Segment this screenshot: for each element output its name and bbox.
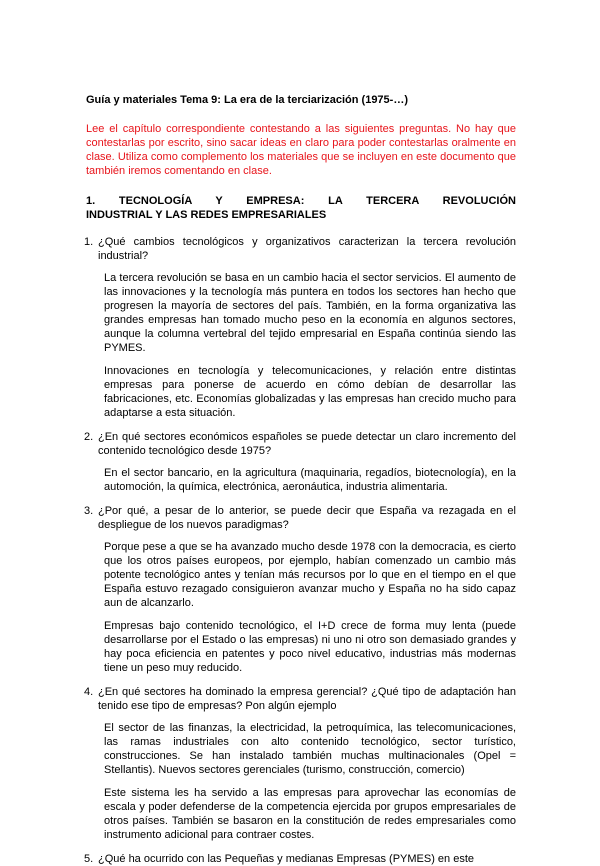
question-list bbox=[84, 235, 516, 866]
question-item bbox=[84, 685, 516, 713]
answer-paragraph: Empresas bajo contenido tecnológico, el I+D crece de forma muy lenta (puede desarrollarse por el Estado o las empresas) ni uno ni otro son demasiado grandes y hay poca eficiencia en patentes y poco nivel educativo, industrias más modernas tiene un peso muy reducido. bbox=[104, 620, 516, 674]
question-number: 5. bbox=[84, 853, 94, 865]
question-item bbox=[84, 235, 516, 263]
answer-paragraph: Porque pese a que se ha avanzado mucho desde 1978 con la democracia, es cierto que los otros países europeos, por ejemplo, habían comenzado un cambio más potente tecnológico antes y tenían más recursos por lo que en el tiempo en el que España estuvo rezagado consiguieron avanzar mucho y España no ha sido capaz aun de alcanzarlo. bbox=[104, 541, 516, 609]
question-item bbox=[84, 852, 516, 866]
question-number: 3. bbox=[84, 505, 94, 517]
section-heading-line-1: 1. TECNOLOGÍA Y EMPRESA: LA TERCERA REVOLUCIÓN bbox=[86, 195, 516, 207]
question-number: 1. bbox=[84, 236, 94, 248]
question-number: 2. bbox=[84, 431, 94, 443]
answer-paragraph: Innovaciones en tecnología y telecomunicaciones, y relación entre distintas empresas para ponerse de acuerdo en cómo debían de desarrollar las fabricaciones, etc. Economías globalizadas y las empresas han crecido mucho para adaptarse a esta situación. bbox=[104, 365, 516, 419]
question-item bbox=[84, 430, 516, 458]
answer-block bbox=[104, 721, 516, 842]
answer-paragraph: Este sistema les ha servido a las empresas para aprovechar las economías de escala y poder defenderse de la competencia ejercida por grupos empresariales de otros países. También se basaron en la constitución de redes empresariales como instrumento adicional para contraer costes. bbox=[104, 787, 516, 841]
question-text: ¿En qué sectores ha dominado la empresa gerencial? ¿Qué tipo de adaptación han tenido ese tipo de empresas? Pon algún ejemplo bbox=[98, 686, 516, 712]
question-text: ¿Por qué, a pesar de lo anterior, se puede decir que España va rezagada en el despliegue de los nuevos paradigmas? bbox=[98, 505, 516, 531]
answer-block bbox=[104, 466, 516, 494]
section-heading bbox=[86, 194, 516, 222]
answer-paragraph: El sector de las finanzas, la electricidad, la petroquímica, las telecomunicaciones, las ramas industriales con alto contenido tecnológico, sector turístico, construcciones. Se han instalado también muchas multinacionales (Opel = Stellantis). Nuevos sectores gerenciales (turismo, construcción, comercio) bbox=[104, 722, 516, 776]
question-text: ¿En qué sectores económicos españoles se puede detectar un claro incremento del contenido tecnológico desde 1975? bbox=[98, 431, 516, 457]
intro-instructions: Lee el capítulo correspondiente contestando a las siguientes preguntas. No hay que contestarlas por escrito, sino sacar ideas en claro para poder contestarlas oralmente en clase. Utiliza como complemento los materiales que se incluyen en este documento que también iremos comentando en clase. bbox=[86, 123, 516, 177]
answer-paragraph: En el sector bancario, en la agricultura (maquinaria, regadíos, biotecnología), en la automoción, la química, electrónica, aeronáutica, industria alimentaria. bbox=[104, 467, 516, 493]
question-text: ¿Qué cambios tecnológicos y organizativos caracterizan la tercera revolución industrial? bbox=[98, 236, 516, 262]
answer-block bbox=[104, 540, 516, 675]
section-heading-line-2: INDUSTRIAL Y LAS REDES EMPRESARIALES bbox=[86, 209, 327, 221]
answer-block bbox=[104, 271, 516, 420]
question-number: 4. bbox=[84, 686, 94, 698]
answer-paragraph: La tercera revolución se basa en un cambio hacia el sector servicios. El aumento de las innovaciones y la tecnología más puntera en todos los sectores han hecho que progresen la mayoría de sectores del país. También, en la forma organizativa las grandes empresas han tomado mucho peso en la economía en algunos sectores, aunque la columna vertebral del tejido empresarial en España continúa siendo las PYMES. bbox=[104, 272, 516, 354]
document-title: Guía y materiales Tema 9: La era de la terciarización (1975-…) bbox=[86, 94, 408, 106]
question-text: ¿Qué ha ocurrido con las Pequeñas y medianas Empresas (PYMES) en este bbox=[98, 853, 475, 865]
question-item bbox=[84, 504, 516, 532]
